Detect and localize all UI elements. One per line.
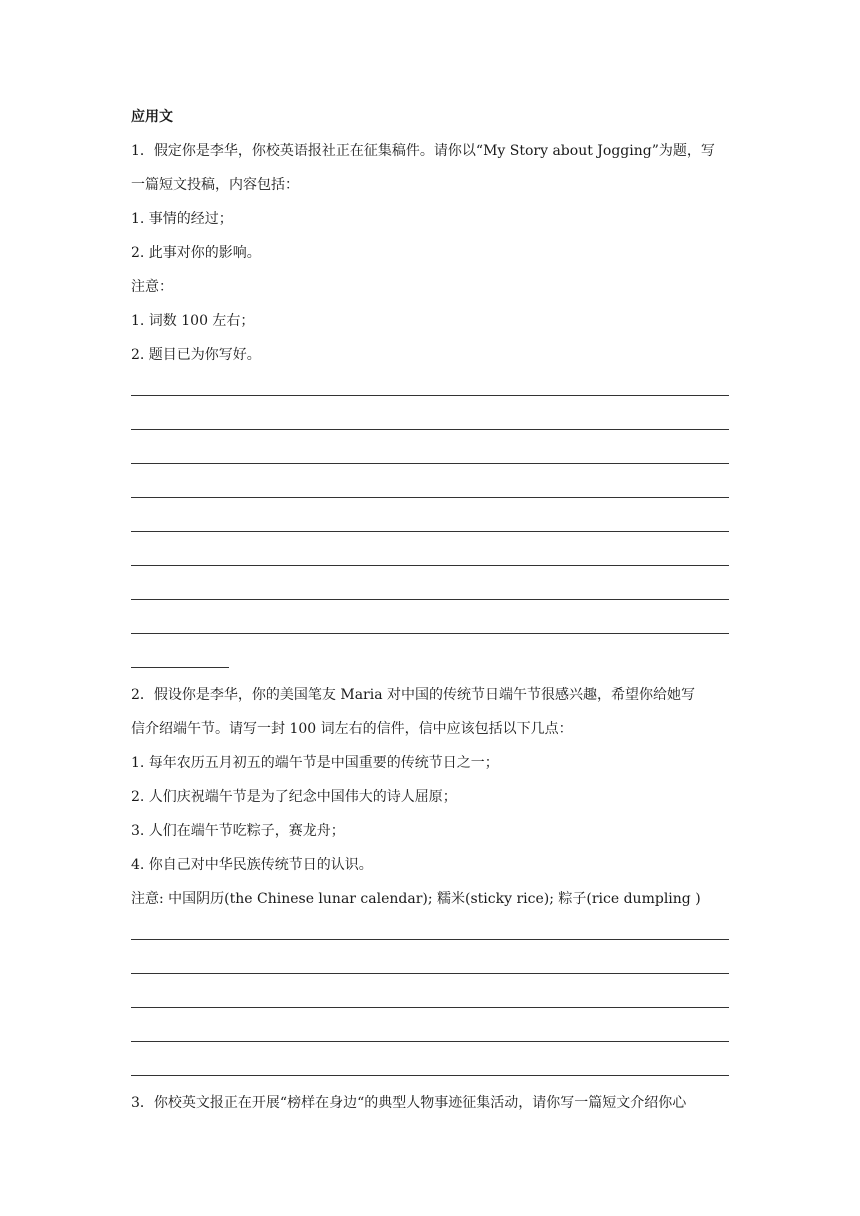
question-1 — [131, 134, 729, 372]
question-2-line: 3. 人们在端午节吃粽子，赛龙舟； — [131, 823, 345, 839]
question-1-line: 1．假定你是李华，你校英语报社正在征集稿件。请你以“My Story about Jogging”为题，写 — [131, 143, 715, 159]
answer-line — [131, 916, 729, 950]
question-1-line: 1. 事情的经过； — [131, 211, 233, 227]
answer-line — [131, 474, 729, 508]
question-1-line: 2. 题目已为你写好。 — [131, 347, 261, 363]
answer-line — [131, 406, 729, 440]
question-2-line: 1. 每年农历五月初五的端午节是中国重要的传统节日之一； — [131, 755, 499, 771]
question-3-line: 3．你校英文报正在开展“榜样在身边“的典型人物事迹征集活动，请你写一篇短文介绍你心 — [131, 1095, 687, 1111]
answer-line — [131, 372, 729, 406]
answer-line — [131, 542, 729, 576]
question-1-answer-area[interactable] — [131, 372, 729, 678]
question-2-line: 4. 你自己对中华民族传统节日的认识。 — [131, 857, 373, 873]
question-1-line: 1. 词数 100 左右； — [131, 313, 255, 329]
section-title: 应用文 — [131, 109, 173, 125]
question-2-line: 2. 人们庆祝端午节是为了纪念中国伟大的诗人屈原； — [131, 789, 457, 805]
question-2-line: 2．假设你是李华，你的美国笔友 Maria 对中国的传统节日端午节很感兴趣，希望你给她写 — [131, 687, 696, 703]
question-1-line: 2. 此事对你的影响。 — [131, 245, 261, 261]
answer-line — [131, 440, 729, 474]
answer-line-short — [131, 644, 729, 678]
answer-line — [131, 610, 729, 644]
answer-line — [131, 984, 729, 1018]
answer-line — [131, 1018, 729, 1052]
answer-line — [131, 1052, 729, 1086]
question-2-answer-area[interactable] — [131, 916, 729, 1086]
question-2-line: 注意: 中国阴历(the Chinese lunar calendar); 糯米(sticky rice); 粽子(rice dumpling ) — [131, 891, 701, 907]
question-2-line: 信介绍端午节。请写一封 100 词左右的信件，信中应该包括以下几点： — [131, 721, 573, 737]
question-1-line: 注意： — [131, 279, 173, 295]
question-3 — [131, 1086, 729, 1120]
answer-line — [131, 576, 729, 610]
question-1-line: 一篇短文投稿，内容包括： — [131, 177, 299, 193]
answer-line — [131, 508, 729, 542]
worksheet-page — [131, 100, 729, 1120]
question-2 — [131, 678, 729, 916]
answer-line — [131, 950, 729, 984]
